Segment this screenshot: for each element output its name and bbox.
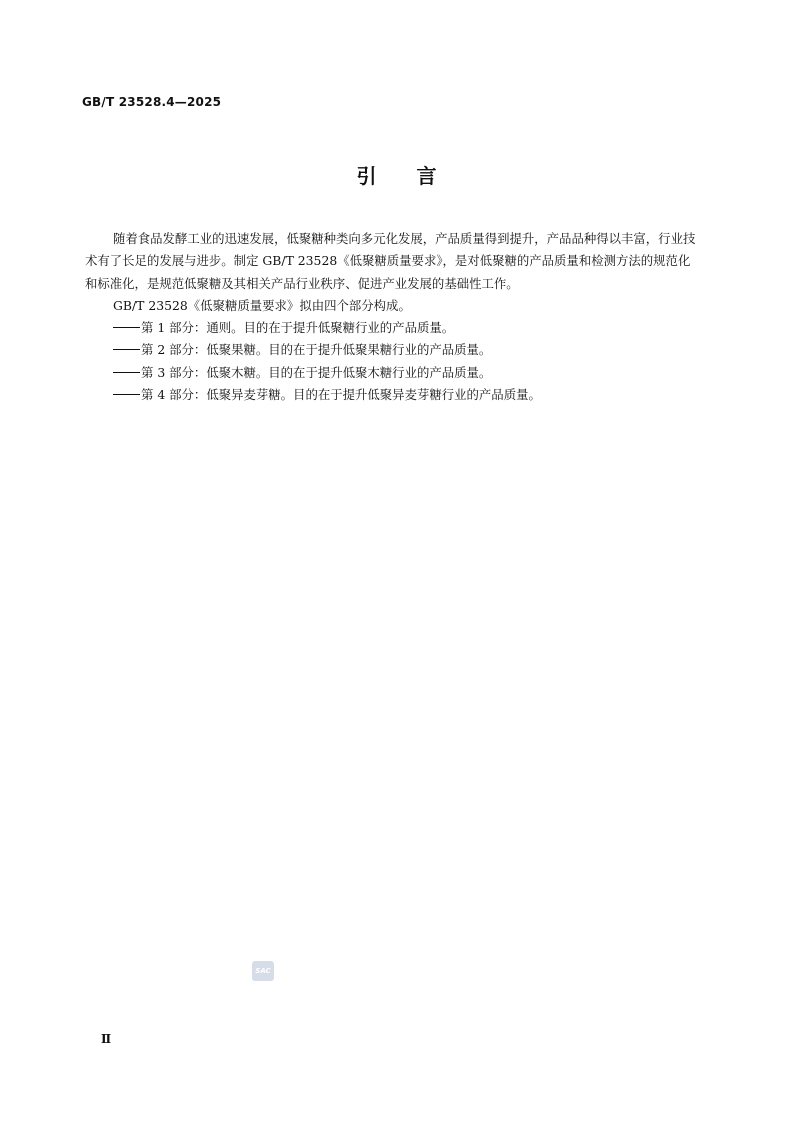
dash-marker — [113, 349, 140, 350]
part-list-item — [85, 339, 701, 361]
intro-paragraph: 随着食品发酵工业的迅速发展，低聚糖种类向多元化发展，产品质量得到提升，产品品种得以丰富，行业技术有了长足的发展与进步。制定 GB/T 23528《低聚糖质量要求》，是对低聚糖的产品质量和检测方法的规范化和标准化，是规范低聚糖及其相关产品行业秩序、促进产业发展的基础性工作。 — [85, 231, 696, 291]
sac-watermark-logo: SAC — [252, 961, 274, 981]
dash-marker — [113, 327, 140, 328]
part-list-item — [85, 362, 701, 384]
part-text: 第 1 部分：通则。目的在于提升低聚糖行业的产品质量。 — [141, 320, 455, 336]
dash-marker — [113, 394, 140, 395]
part-list-item — [85, 384, 701, 406]
standard-code-header: GB/T 23528.4—2025 — [82, 95, 222, 109]
part-text: 第 4 部分：低聚异麦芽糖。目的在于提升低聚异麦芽糖行业的产品质量。 — [141, 387, 541, 403]
introduction-body — [85, 228, 701, 406]
page-number: Ⅱ — [101, 1032, 112, 1046]
part-list-item — [85, 317, 701, 339]
dash-marker — [113, 372, 140, 373]
page-title: 引言 — [356, 164, 477, 188]
structure-paragraph: GB/T 23528《低聚糖质量要求》拟由四个部分构成。 — [113, 297, 411, 313]
part-text: 第 2 部分：低聚果糖。目的在于提升低聚果糖行业的产品质量。 — [141, 342, 492, 358]
part-text: 第 3 部分：低聚木糖。目的在于提升低聚木糖行业的产品质量。 — [141, 364, 492, 380]
